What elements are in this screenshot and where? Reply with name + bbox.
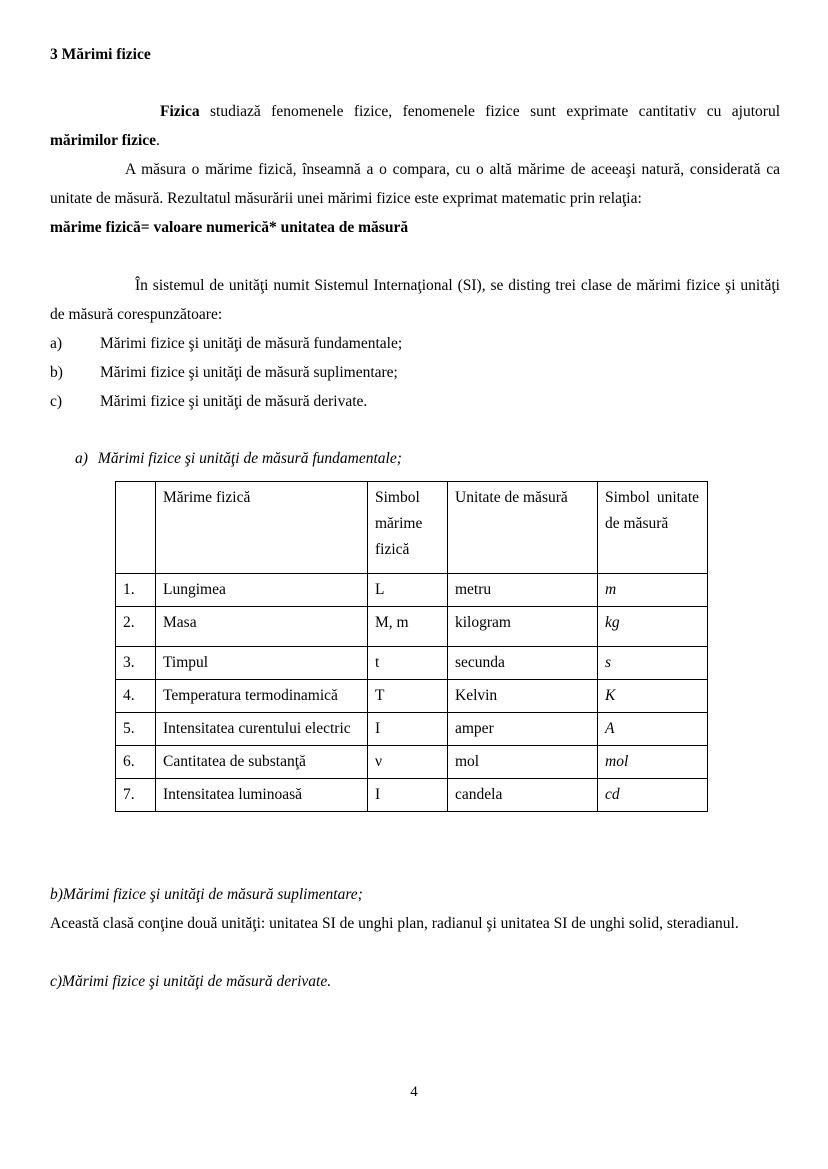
table-cell: 7. xyxy=(116,779,156,812)
list-item-text: Mărimi fizice şi unităţi de măsură derivate. xyxy=(100,393,368,410)
table-header-cell: Simbol mărime fizică xyxy=(368,482,448,574)
intro-bold-fizica: Fizica xyxy=(160,103,200,120)
table-cell: secunda xyxy=(448,647,598,680)
table-cell: m xyxy=(598,574,708,607)
table-cell: amper xyxy=(448,713,598,746)
table-cell: kilogram xyxy=(448,607,598,647)
paragraph-intro xyxy=(50,97,780,155)
table-cell: Temperatura termodinamică xyxy=(156,680,368,713)
table-body xyxy=(116,574,708,812)
table-cell: mol xyxy=(598,746,708,779)
table-cell: ν xyxy=(368,746,448,779)
table-cell: Cantitatea de substanţă xyxy=(156,746,368,779)
table-cell: Masa xyxy=(156,607,368,647)
list-item xyxy=(50,329,780,358)
table-cell: A xyxy=(598,713,708,746)
table-cell: 6. xyxy=(116,746,156,779)
list-item-letter: c) xyxy=(50,393,63,410)
table-cell: M, m xyxy=(368,607,448,647)
table-cell: I xyxy=(368,713,448,746)
table-cell: I xyxy=(368,779,448,812)
list-item xyxy=(50,358,780,387)
table-cell: 1. xyxy=(116,574,156,607)
table-cell: s xyxy=(598,647,708,680)
page-number: 4 xyxy=(410,1084,418,1100)
page-title: 3 Mărimi fizice xyxy=(50,46,151,63)
table-cell: Kelvin xyxy=(448,680,598,713)
intro-text-2: . xyxy=(156,132,160,149)
table-cell: Timpul xyxy=(156,647,368,680)
list-item-letter: b) xyxy=(50,364,63,381)
section-b-title: b)Mărimi fizice şi unităţi de măsură suplimentare; xyxy=(50,886,363,903)
table-cell: t xyxy=(368,647,448,680)
table-cell: Lungimea xyxy=(156,574,368,607)
list-item-text: Mărimi fizice şi unităţi de măsură suplimentare; xyxy=(100,364,398,381)
physical-quantities-table xyxy=(115,481,708,812)
table-cell: Intensitatea luminoasă xyxy=(156,779,368,812)
table-header-cell xyxy=(116,482,156,574)
paragraph-formula: mărime fizică= valoare numerică* unitatea de măsură xyxy=(50,219,409,236)
table-cell: metru xyxy=(448,574,598,607)
table-header-cell: Unitate de măsură xyxy=(448,482,598,574)
table-caption-text: Mărimi fizice şi unităţi de măsură fundamentale; xyxy=(97,450,402,467)
table-cell: candela xyxy=(448,779,598,812)
paragraph-si: În sistemul de unităţi numit Sistemul Internaţional (SI), se disting trei clase de mărimi fizice şi unităţi de măsură corespunzătoare: xyxy=(50,277,780,323)
table-row xyxy=(116,713,708,746)
table-cell: kg xyxy=(598,607,708,647)
table-cell: mol xyxy=(448,746,598,779)
table-cell: Intensitatea curentului electric xyxy=(156,713,368,746)
table-cell: T xyxy=(368,680,448,713)
table-row xyxy=(116,680,708,713)
table-header-cell: Mărime fizică xyxy=(156,482,368,574)
paragraph-measure: A măsura o mărime fizică, înseamnă a o compara, cu o altă mărime de aceeaşi natură, considerată ca unitate de măsură. Rezultatul măsurării unei mărimi fizice este exprimat matematic prin relaţia: xyxy=(50,161,780,207)
table-caption xyxy=(75,444,780,473)
table-row xyxy=(116,779,708,812)
table-row xyxy=(116,574,708,607)
table-row xyxy=(116,647,708,680)
section-c-title: c)Mărimi fizice şi unităţi de măsură derivate. xyxy=(50,973,332,990)
section-b-text: Această clasă conţine două unităţi: unitatea SI de unghi plan, radianul şi unitatea SI de unghi solid, steradianul. xyxy=(50,915,739,932)
table-cell: 3. xyxy=(116,647,156,680)
intro-text-1: studiază fenomenele fizice, fenomenele fizice sunt exprimate cantitativ cu ajutorul xyxy=(199,103,780,120)
table-head-row xyxy=(116,482,708,574)
table-cell: 2. xyxy=(116,607,156,647)
table-cell: cd xyxy=(598,779,708,812)
table-row xyxy=(116,607,708,647)
classes-list xyxy=(50,329,780,416)
table-cell: 4. xyxy=(116,680,156,713)
table-header-cell: Simbol unitate de măsură xyxy=(598,482,708,574)
list-item xyxy=(50,387,780,416)
table-cell: K xyxy=(598,680,708,713)
intro-bold-marimilor: mărimilor fizice xyxy=(50,132,157,149)
list-item-letter: a) xyxy=(50,335,63,352)
list-item-text: Mărimi fizice şi unităţi de măsură fundamentale; xyxy=(100,335,403,352)
table-row xyxy=(116,746,708,779)
table-caption-letter: a) xyxy=(75,450,88,467)
table-cell: L xyxy=(368,574,448,607)
table-cell: 5. xyxy=(116,713,156,746)
